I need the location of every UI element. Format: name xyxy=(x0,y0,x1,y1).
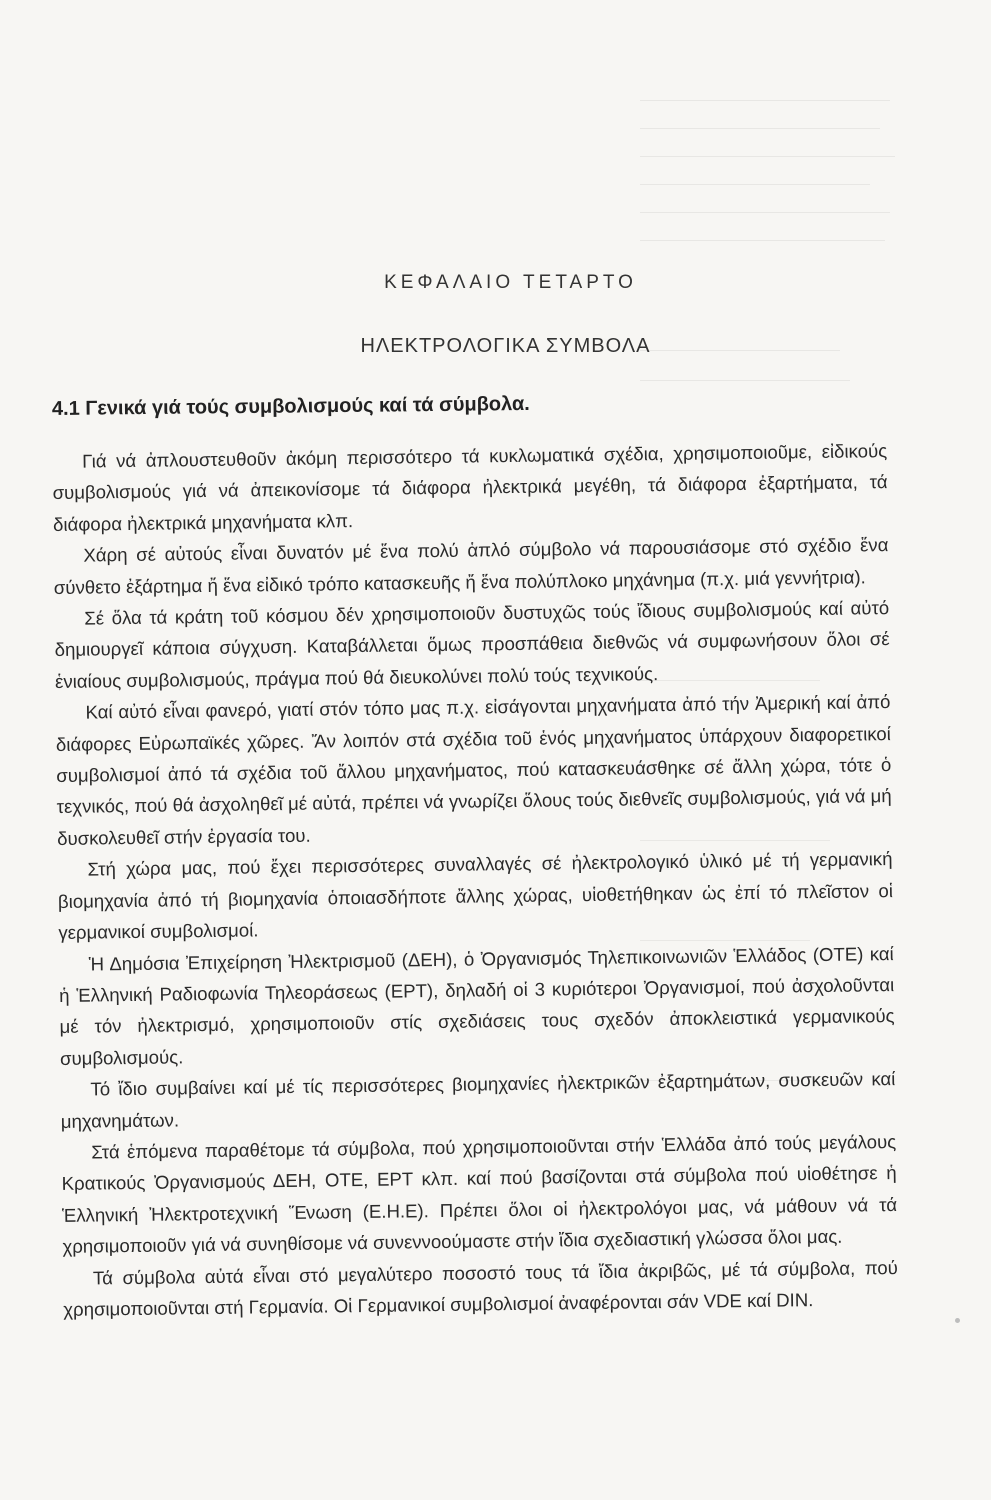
paragraph: Στά ἑπόμενα παραθέτομε τά σύμβολα, πού χρησιμοποιοῦνται στήν Ἑλλάδα ἀπό τούς μεγάλους Κρατικούς Ὀργανισμούς ΔΕΗ, ΟΤΕ, ΕΡΤ κλπ. καί πού βασίζονται στά σύμβολα πού υἱοθέτησε ἡ Ἑλληνική Ἠλεκτροτεχνική Ἕνωση (Ε.Η.Ε). Πρέπει ὅλοι οἱ ἠλεκτρολόγοι μας, νά μάθουν νά τά χρησιμοποιοῦν γιά νά συνηθίσομε νά συνεννοούμαστε στήν ἴδια σχεδιαστική γλώσσα ὅλοι μας. xyxy=(61,1130,898,1258)
paragraph: Καί αὐτό εἶναι φανερό, γιατί στόν τόπο μας π.χ. εἰσάγονται μηχανήματα ἀπό τήν Ἀμερική καί ἀπό διάφορες Εὐρωπαϊκές χῶρες. Ἄν λοιπόν στά σχέδια τοῦ ἑνός μηχανήματος ὑπάρχουν διαφορετικοί συμβολισμοί ἀπό τά σχέδια τοῦ ἄλλου μηχανήματος, πού κατασκευάσθηκε σέ ἄλλη χώρα, τότε ὁ τεχνικός, πού θά ἀσχοληθεῖ μέ αὐτά, πρέπει νά γνωρίζει ὅλους τούς διεθνεῖς συμβολισμούς, γιά νά μή δυσκολευθεῖ στήν ἐργασία του. xyxy=(55,691,892,849)
paragraph: Χάρη σέ αὐτούς εἶναι δυνατόν μέ ἕνα πολύ ἁπλό σύμβολο νά παρουσιάσομε στό σχέδιο ἕνα σύνθετο ἐξάρτημα ἤ ἕνα εἰδικό τρόπο κατασκευῆς ἤ ἕνα πολύπλοκο μηχάνημα (π.χ. μιά γεννήτρια). xyxy=(53,534,889,598)
margin-speck xyxy=(955,1318,960,1323)
paragraph: Σέ ὅλα τά κράτη τοῦ κόσμου δέν χρησιμοποιοῦν δυστυχῶς τούς ἴδιους συμβολισμούς καί αὐτό δημιουργεῖ κάποια σύγχυση. Καταβάλλεται ὅμως προσπάθεια διεθνῶς νά συμφωνήσουν ὅλοι σέ ἑνιαίους συμβολισμούς, πράγμα πού θά διευκολύνει πολύ τούς τεχνικούς. xyxy=(54,597,890,692)
paragraph: Γιά νά ἀπλουστευθοῦν ἀκόμη περισσότερο τά κυκλωματικά σχέδια, χρησιμοποιοῦμε, εἰδικούς συμβολισμούς γιά νά ἀπεικονίσομε τά διάφορα ἠλεκτρικά μεγέθη, τά διάφορα ἐξαρτήματα, τά διάφορα ἠλεκτρικά μηχανήματα κλπ. xyxy=(52,440,888,535)
chapter-title: ΗΛΕΚΤΡΟΛΟΓΙΚΑ ΣΥΜΒΟΛΑ xyxy=(360,335,651,357)
body-text xyxy=(52,435,898,1325)
paragraph: Ἡ Δημόσια Ἐπιχείρηση Ἠλεκτρισμοῦ (ΔΕΗ), ὁ Ὀργανισμός Τηλεπικοινωνιῶν Ἑλλάδος (ΟΤΕ) καί ἡ Ἑλληνική Ραδιοφωνία Τηλεοράσεως (ΕΡΤ), δηλαδή οἱ 3 κυριότεροι Ὀργανισμοί, πού ἀσχολοῦνται μέ τόν ἠλεκτρισμό, χρησιμοποιοῦν στίς σχεδιάσεις τους σχεδόν ἀποκλειστικά γερμανικούς συμβολισμούς. xyxy=(59,942,895,1069)
paragraph: Στή χώρα μας, πού ἔχει περισσότερες συναλλαγές σέ ἠλεκτρολογικό ὑλικό μέ τή γερμανική βιομηχανία ἀπό τή βιομηχανία ὁποιασδήποτε ἄλλης χώρας, υἱοθετήθηκαν ὡς ἐπί τό πλεῖστον οἱ γερμανικοί συμβολισμοί. xyxy=(57,848,894,944)
paragraph: Τό ἴδιο συμβαίνει καί μέ τίς περισσότερες βιομηχανίες ἠλεκτρικῶν ἐξαρτημάτων, συσκευῶν καί μηχανημάτων. xyxy=(60,1068,896,1132)
chapter-label: ΚΕΦΑΛΑΙΟ ΤΕΤΑΡΤΟ xyxy=(384,272,637,293)
paragraph: Τά σύμβολα αὐτά εἶναι στό μεγαλύτερο ποσοστό τους τά ἴδια ἀκριβῶς, μέ τά σύμβολα, πού χρησιμοποιοῦνται στή Γερμανία. Οἱ Γερμανικοί συμβολισμοί ἀναφέρονται σάν VDE καί DIN. xyxy=(63,1256,898,1320)
section-heading: 4.1 Γενικά γιά τούς συμβολισμούς καί τά σύμβολα. xyxy=(51,392,530,420)
